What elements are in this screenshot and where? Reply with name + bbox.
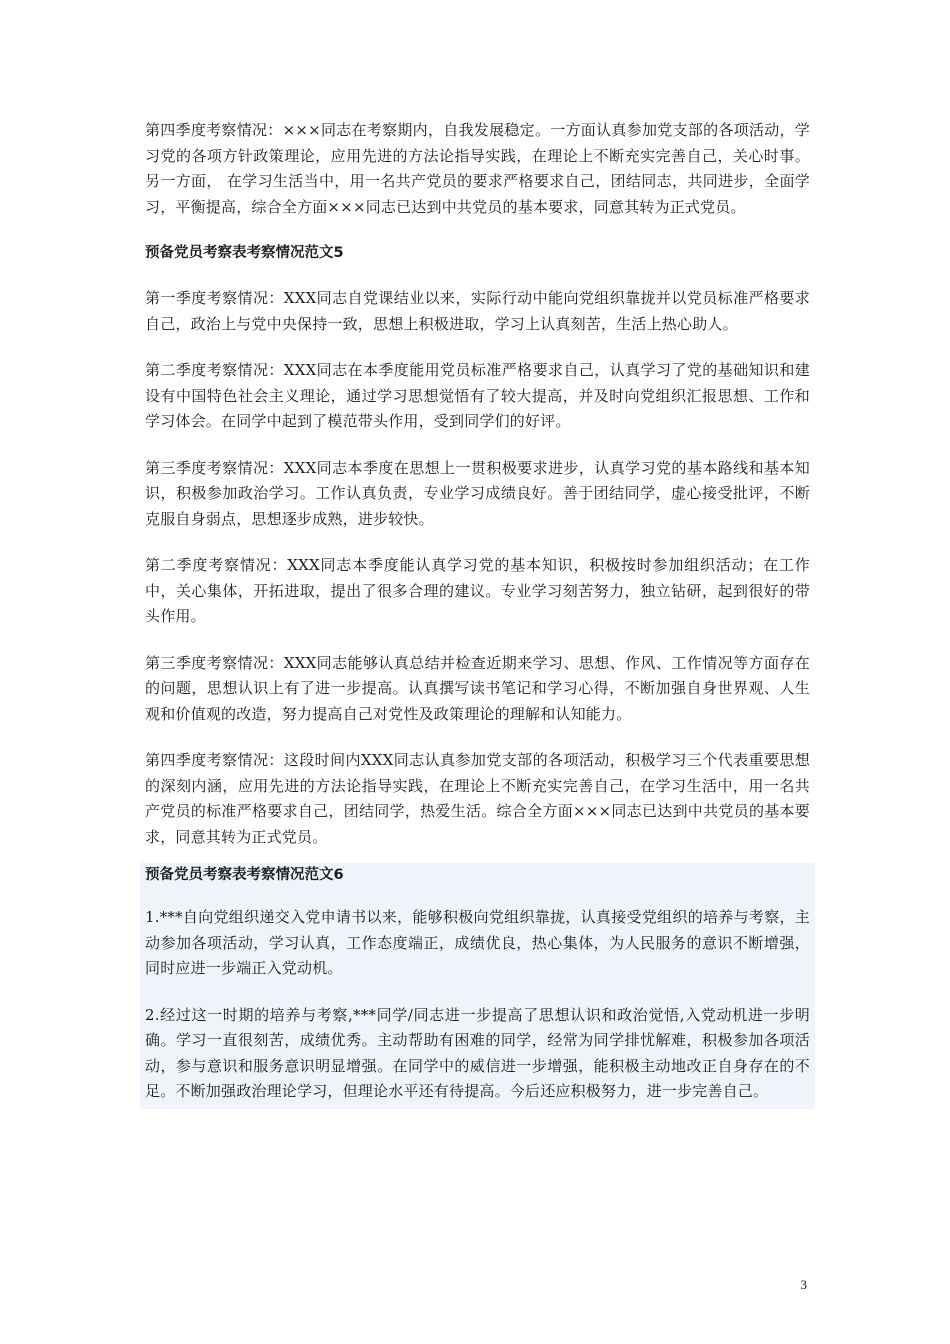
paragraph-s6-1: 1.***自向党组织递交入党申请书以来，能够积极向党组织靠拢，认真接受党组织的培养与考察，主动参加各项活动，学习认真，工作态度端正，成绩优良，热心集体，为人民服务的意识不断增强，同时应进一步端正入党动机。 xyxy=(145,908,810,977)
paragraph-s5-4: 第二季度考察情况：XXX同志本季度能认真学习党的基本知识，积极按时参加组织活动；在工作中，关心集体，开拓进取，提出了很多合理的建议。专业学习刻苦努力，独立钻研，起到很好的带头作用。 xyxy=(145,556,810,625)
section-6-block xyxy=(140,863,815,1109)
paragraph-s5-2: 第二季度考察情况：XXX同志在本季度能用党员标准严格要求自己，认真学习了党的基础知识和建设有中国特色社会主义理论，通过学习思想觉悟有了较大提高，并及时向党组织汇报思想、工作和学习体会。在同学中起到了模范带头作用，受到同学们的好评。 xyxy=(145,361,810,430)
paragraph-s5-5: 第三季度考察情况：XXX同志能够认真总结并检查近期来学习、思想、作风、工作情况等方面存在的问题，思想认识上有了进一步提高。认真撰写读书笔记和学习心得，不断加强自身世界观、人生观和价值观的改造，努力提高自己对党性及政策理论的理解和认知能力。 xyxy=(145,653,810,723)
paragraph-q4-intro: 第四季度考察情况：×××同志在考察期内，自我发展稳定。一方面认真参加党支部的各项活动，学习党的各项方针政策理论，应用先进的方法论指导实践，在理论上不断充实完善自己，关心时事。另一方面， 在学习生活当中，用一名共产党员的要求严格要求自己，团结同志，共同进步，全面学习，平衡提高，综合全方面×××同志已达到中共党员的基本要求，同意其转为正式党员。 xyxy=(145,121,810,216)
paragraph-s5-3: 第三季度考察情况：XXX同志本季度在思想上一贯积极要求进步，认真学习党的基本路线和基本知识，积极参加政治学习。工作认真负责，专业学习成绩良好。善于团结同学，虚心接受批评，不断克服自身弱点，思想逐步成熟，进步较快。 xyxy=(145,458,810,528)
section-heading-5: 预备党员考察表考察情况范文5 xyxy=(145,245,344,261)
paragraph-s6-2: 2.经过这一时期的培养与考察,***同学/同志进一步提高了思想认识和政治觉悟,入党动机进一步明确。学习一直很刻苦，成绩优秀。主动帮助有困难的同学，经常为同学排忧解难，积极参加各项活动，参与意识和服务意识明显增强。在同学中的威信进一步增强，能积极主动地改正自身存在的不足。不断加强政治理论学习，但理论水平还有待提高。今后还应积极努力，进一步完善自己。 xyxy=(145,1005,810,1100)
page-number: 3 xyxy=(800,1277,807,1292)
paragraph-s5-1: 第一季度考察情况：XXX同志自党课结业以来，实际行动中能向党组织靠拢并以党员标准严格要求自己，政治上与党中央保持一致，思想上积极进取，学习上认真刻苦，生活上热心助人。 xyxy=(145,289,810,333)
paragraph-s5-6: 第四季度考察情况：这段时间内XXX同志认真参加党支部的各项活动，积极学习三个代表重要思想的深刻内涵，应用先进的方法论指导实践，在理论上不断充实完善自己，在学习生活中，用一名共产党员的标准严格要求自己，团结同学，热爱生活。综合全方面×××同志已达到中共党员的基本要求，同意其转为正式党员。 xyxy=(145,751,810,846)
document-page xyxy=(145,118,810,1109)
section-heading-6: 预备党员考察表考察情况范文6 xyxy=(145,867,344,883)
